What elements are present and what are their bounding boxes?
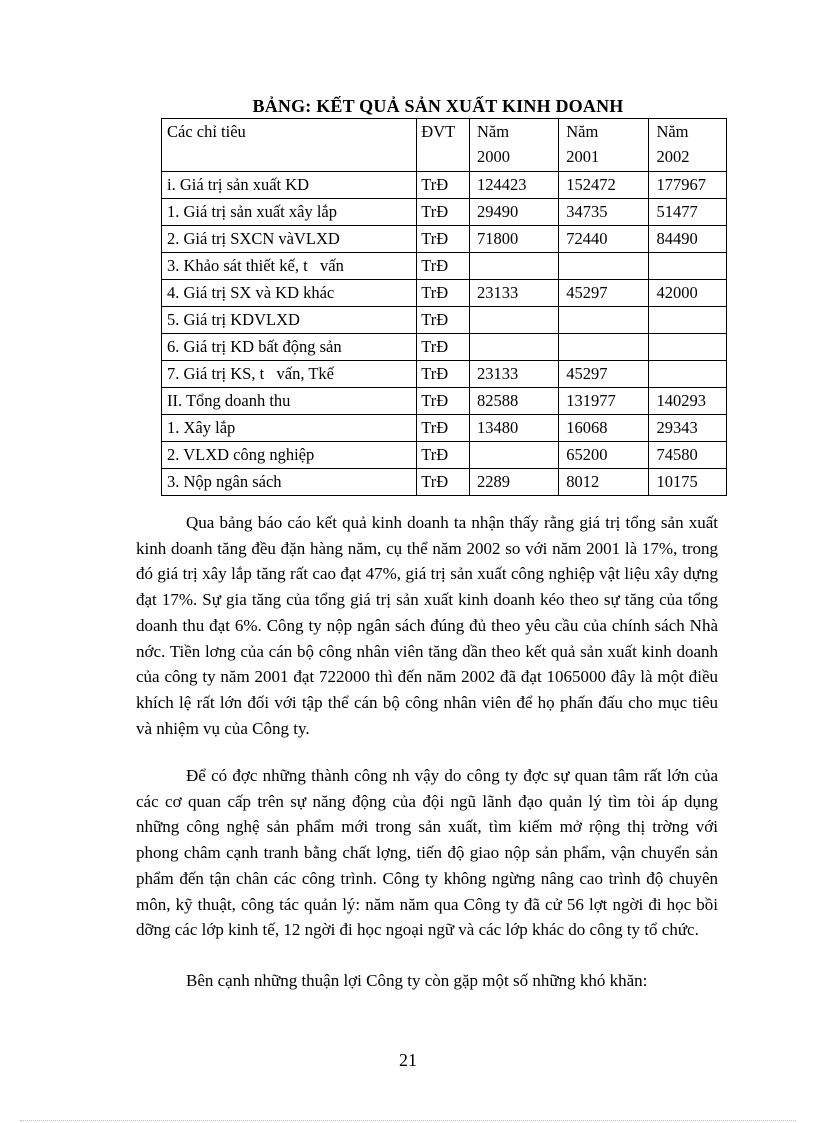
row-unit: TrĐ bbox=[417, 253, 470, 280]
cell-2000 bbox=[469, 334, 558, 361]
row-unit: TrĐ bbox=[417, 415, 470, 442]
cell-2002 bbox=[649, 334, 727, 361]
row-label: 3. Khảo sát thiết kế, t vấn bbox=[162, 253, 417, 280]
cell-2000: 13480 bbox=[469, 415, 558, 442]
results-table bbox=[161, 118, 727, 496]
row-unit: TrĐ bbox=[417, 361, 470, 388]
header-year-label: Năm bbox=[656, 122, 689, 141]
row-unit: TrĐ bbox=[417, 442, 470, 469]
cell-2002: 10175 bbox=[649, 469, 727, 496]
row-unit: TrĐ bbox=[417, 334, 470, 361]
row-unit: TrĐ bbox=[417, 172, 470, 199]
row-label: 1. Xây lắp bbox=[162, 415, 417, 442]
page-number: 21 bbox=[399, 1050, 417, 1070]
row-label: 4. Giá trị SX và KD khác bbox=[162, 280, 417, 307]
row-unit: TrĐ bbox=[417, 280, 470, 307]
cell-2001 bbox=[559, 253, 649, 280]
header-year-2001 bbox=[559, 119, 649, 172]
cell-2001: 131977 bbox=[559, 388, 649, 415]
cell-2001 bbox=[559, 307, 649, 334]
cell-2000: 82588 bbox=[469, 388, 558, 415]
cell-2001: 34735 bbox=[559, 199, 649, 226]
table-row bbox=[162, 172, 727, 199]
cell-2002: 74580 bbox=[649, 442, 727, 469]
cell-2000: 124423 bbox=[469, 172, 558, 199]
cell-2002: 29343 bbox=[649, 415, 727, 442]
cell-2000 bbox=[469, 307, 558, 334]
cell-2002: 51477 bbox=[649, 199, 727, 226]
paragraph-difficulties-intro bbox=[136, 968, 718, 994]
paragraph-text: Để có đợc những thành công nh vậy do công ty đợc sự quan tâm rất lớn của các cơ quan cấp trên sự năng động của đội ngũ lãnh đạo quản lý tìm tòi áp dụng những công nghệ sản phẩm mới trong sản xuất, tìm kiếm mở rộng thị trờng với phong châm cạnh tranh bằng chất lợng, tiến độ giao nộp sản phẩm, vận chuyển sản phẩm đến tận chân các công trình. Công ty không ngừng nâng cao trình độ chuyên môn, kỹ thuật, công tác quản lý: năm năm qua Công ty đã cử 56 lợt ngời đi học bồi dỡng các lớp kinh tế, 12 ngời đi học ngoại ngữ và các lớp khác do công ty tổ chức. bbox=[136, 766, 718, 940]
header-year-value: 2002 bbox=[656, 147, 690, 166]
cell-2002 bbox=[649, 307, 727, 334]
table-row bbox=[162, 253, 727, 280]
cell-2001: 16068 bbox=[559, 415, 649, 442]
table-row bbox=[162, 415, 727, 442]
cell-2002: 140293 bbox=[649, 388, 727, 415]
cell-2001: 72440 bbox=[559, 226, 649, 253]
table-row bbox=[162, 226, 727, 253]
header-year-label: Năm bbox=[476, 122, 510, 141]
row-label: i. Giá trị sản xuất KD bbox=[162, 172, 417, 199]
cell-2002 bbox=[649, 361, 727, 388]
cell-2000: 29490 bbox=[469, 199, 558, 226]
header-year-value: 2001 bbox=[566, 147, 600, 166]
table-row bbox=[162, 469, 727, 496]
table-title: BẢNG: KẾT QUẢ SẢN XUẤT KINH DOANH bbox=[252, 96, 624, 116]
paragraph-analysis bbox=[136, 510, 718, 741]
cell-2000 bbox=[469, 442, 558, 469]
paragraph-text: Qua bảng báo cáo kết quả kinh doanh ta nhận thấy rằng giá trị tổng sản xuất kinh doanh tăng đều đặn hàng năm, cụ thể năm 2002 so với năm 2001 là 17%, trong đó giá trị xây lắp tăng rất cao đạt 47%, giá trị sản xuất công nghiệp vật liệu xây dựng đạt 17%. Sự gia tăng của tổng giá trị sản xuất kinh doanh kéo theo sự tăng của tổng doanh thu đạt 6%. Công ty nộp ngân sách đúng đủ theo yêu cầu của chính sách Nhà nớc. Tiền lơng của cán bộ công nhân viên tăng dần theo kết quả sản xuất kinh doanh của công ty năm 2001 đạt 722000 thì đến năm 2002 đã đạt 1065000 đây là một điều khích lệ rất lớn đối với tập thể cán bộ công nhân viên để họ phấn đấu cho mục tiêu và nhiệm vụ của Công ty. bbox=[136, 513, 718, 738]
cell-2002: 84490 bbox=[649, 226, 727, 253]
header-year-2000 bbox=[469, 119, 558, 172]
row-label: 2. VLXD công nghiệp bbox=[162, 442, 417, 469]
cell-2001: 8012 bbox=[559, 469, 649, 496]
row-label: 7. Giá trị KS, t vấn, Tkế bbox=[162, 361, 417, 388]
row-unit: TrĐ bbox=[417, 469, 470, 496]
paragraph-achievements bbox=[136, 763, 718, 943]
header-indicator: Các chỉ tiêu bbox=[162, 119, 417, 172]
page-bottom-divider bbox=[20, 1120, 796, 1121]
header-year-2002 bbox=[649, 119, 727, 172]
table-row bbox=[162, 307, 727, 334]
cell-2001: 45297 bbox=[559, 280, 649, 307]
row-label: 1. Giá trị sản xuất xây lắp bbox=[162, 199, 417, 226]
cell-2002 bbox=[649, 253, 727, 280]
row-label: 5. Giá trị KDVLXD bbox=[162, 307, 417, 334]
table-row bbox=[162, 388, 727, 415]
row-label: 3. Nộp ngân sách bbox=[162, 469, 417, 496]
header-unit: ĐVT bbox=[417, 119, 470, 172]
header-year-value: 2000 bbox=[476, 147, 510, 166]
row-unit: TrĐ bbox=[417, 226, 470, 253]
row-unit: TrĐ bbox=[417, 199, 470, 226]
cell-2000: 2289 bbox=[469, 469, 558, 496]
table-header-row bbox=[162, 119, 727, 172]
cell-2001: 45297 bbox=[559, 361, 649, 388]
row-unit: TrĐ bbox=[417, 388, 470, 415]
row-label: 2. Giá trị SXCN vàVLXD bbox=[162, 226, 417, 253]
cell-2001: 152472 bbox=[559, 172, 649, 199]
cell-2001 bbox=[559, 334, 649, 361]
table-row bbox=[162, 442, 727, 469]
table-row bbox=[162, 361, 727, 388]
table-row bbox=[162, 334, 727, 361]
row-label: II. Tổng doanh thu bbox=[162, 388, 417, 415]
cell-2000: 23133 bbox=[469, 361, 558, 388]
table-row bbox=[162, 280, 727, 307]
cell-2000: 23133 bbox=[469, 280, 558, 307]
paragraph-text: Bên cạnh những thuận lợi Công ty còn gặp một số những khó khăn: bbox=[186, 971, 648, 990]
header-year-label: Năm bbox=[566, 122, 599, 141]
cell-2002: 177967 bbox=[649, 172, 727, 199]
row-unit: TrĐ bbox=[417, 307, 470, 334]
table-row bbox=[162, 199, 727, 226]
cell-2001: 65200 bbox=[559, 442, 649, 469]
row-label: 6. Giá trị KD bất động sản bbox=[162, 334, 417, 361]
cell-2000 bbox=[469, 253, 558, 280]
cell-2002: 42000 bbox=[649, 280, 727, 307]
cell-2000: 71800 bbox=[469, 226, 558, 253]
